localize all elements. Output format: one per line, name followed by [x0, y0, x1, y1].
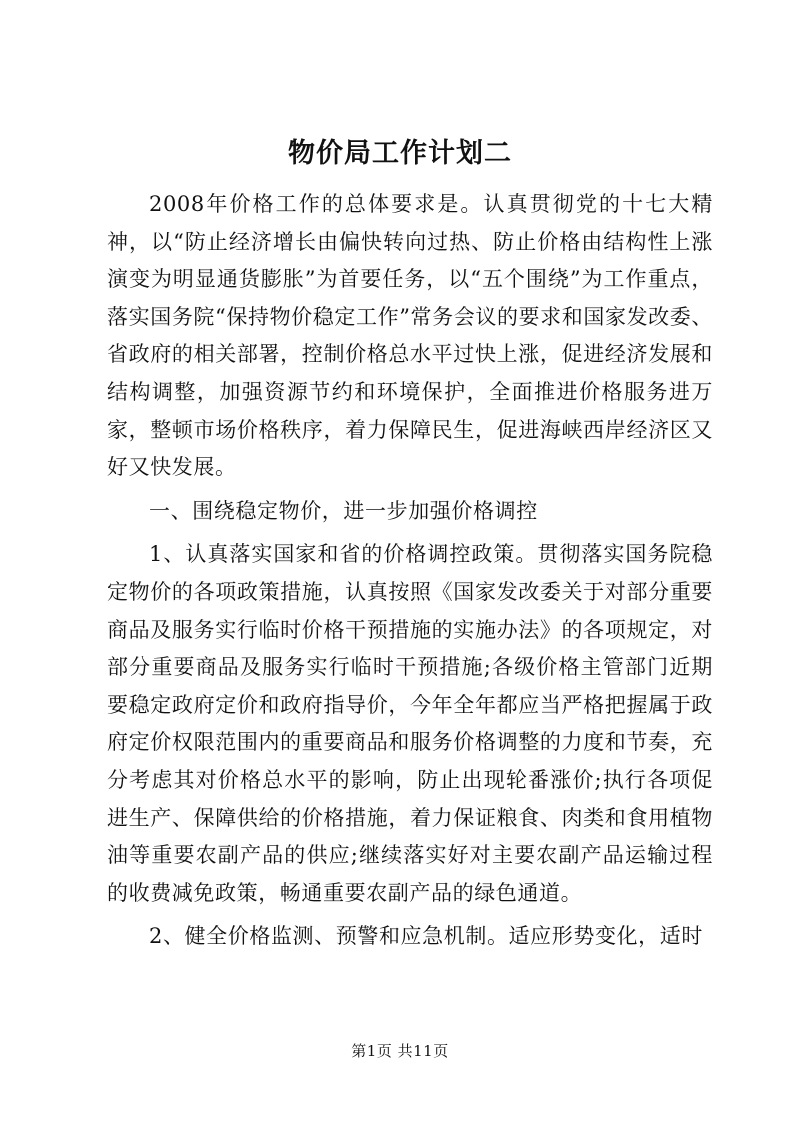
document-title: 物价局工作计划二 [288, 138, 512, 169]
page-number-footer: 第1页 共11页 [351, 1042, 449, 1060]
section-heading-price-control: 一、围绕稳定物价，进一步加强价格调控 [149, 498, 538, 523]
document-body [107, 186, 713, 956]
paragraph-item-1: 1、认真落实国家和省的价格调控政策。贯彻落实国务院稳定物价的各项政策措施，认真按照《国家发改委关于对部分重要商品及服务实行临时价格干预措施的实施办法》的各项规定，对部分重要商品及服务实行临时干预措施;各级价格主管部门近期要稳定政府定价和政府指导价，今年全年都应当严格把握属于政府定价权限范围内的重要商品和服务价格调整的力度和节奏，充分考虑其对价格总水平的影响，防止出现轮番涨价;执行各项促进生产、保障供给的价格措施，着力保证粮食、肉类和食用植物油等重要农副产品的供应;继续落实好对主要农副产品运输过程的收费减免政策，畅通重要农副产品的绿色通道。 [107, 542, 713, 905]
paragraph-item-2: 2、健全价格监测、预警和应急机制。适应形势变化，适时 [149, 924, 703, 949]
paragraph-general-requirements: 2008年价格工作的总体要求是。认真贯彻党的十七大精神，以“防止经济增长由偏快转向过热、防止价格由结构性上涨演变为明显通货膨胀”为首要任务，以“五个围绕”为工作重点，落实国务院“保持物价稳定工作”常务会议的要求和国家发改委、省政府的相关部署，控制价格总水平过快上涨，促进经济发展和结构调整，加强资源节约和环境保护，全面推进价格服务进万家，整顿市场价格秩序，着力保障民生，促进海峡西岸经济区又好又快发展。 [107, 192, 713, 480]
